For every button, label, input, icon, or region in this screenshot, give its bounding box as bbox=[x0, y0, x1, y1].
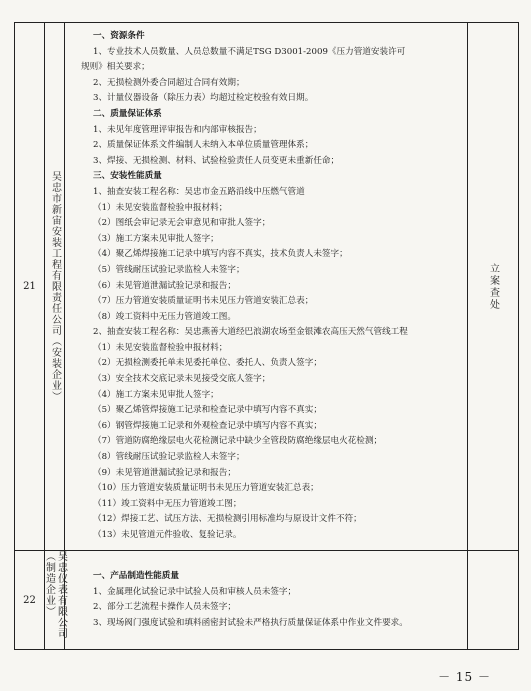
problem-item: （5）聚乙烯管焊接施工记录和检查记录中填写内容不真实； bbox=[93, 405, 322, 416]
problem-item: （1）未见安装监督检验申报材料； bbox=[93, 342, 228, 353]
problem-item: 2、质量保证体系文件编制人未纳入本单位质量管理体系； bbox=[93, 140, 314, 151]
problem-item: 规则》相关要求； bbox=[81, 62, 150, 73]
table-row bbox=[15, 23, 518, 551]
problem-item: （1）未见安装监督检验申报材料； bbox=[93, 202, 228, 213]
section-heading: 三、安装性能质量 bbox=[93, 171, 162, 182]
problem-item: 1、金属理化试验记录中试验人员和审核人员未签字； bbox=[93, 586, 297, 597]
problem-item: 3、焊接、无损检测、材料、试验检验责任人员变更未重新任命； bbox=[93, 155, 340, 166]
section-heading: 一、资源条件 bbox=[93, 31, 145, 41]
problem-item: （8）管线耐压试验记录监检人未签字； bbox=[93, 452, 245, 463]
problem-item: （4）聚乙烯焊接施工记录中填写内容不真实，技术负责人未签字； bbox=[93, 249, 348, 260]
problem-list bbox=[65, 23, 468, 550]
problem-item: 2、部分工艺流程卡操作人员未签字； bbox=[93, 602, 236, 613]
problem-item: （12）焊接工艺、试压方法、无损检测引用标准均与原设计文件不符； bbox=[93, 514, 362, 525]
problem-list bbox=[65, 551, 468, 649]
problem-item: （2）图纸会审记录无会审意见和审批人签字； bbox=[93, 218, 271, 229]
problem-item: （3）安全技术交底记录未见接受交底人签字； bbox=[93, 374, 271, 385]
problem-item: 1、专业技术人员数量、人员总数量不满足TSG D3001-2009《压力管道安装许可 bbox=[93, 46, 406, 57]
row-number: 21 bbox=[15, 23, 45, 550]
problem-item: （7）压力管道安装质量证明书未见压力管道安装汇总表； bbox=[93, 296, 314, 307]
problem-item: （4）施工方案未见审批人签字； bbox=[93, 389, 219, 400]
problem-item: （2）无损检测委托单未见委托单位、委托人、负责人签字； bbox=[93, 358, 322, 369]
problem-item: 3、现场阀门强度试验和填料函密封试验未严格执行质量保证体系中作业文件要求。 bbox=[93, 617, 408, 628]
problem-item: 1、抽查安装工程名称：吴忠市金五路沿线中压燃气管道 bbox=[93, 186, 305, 197]
problem-item: （5）管线耐压试验记录监检人未签字； bbox=[93, 264, 245, 275]
problem-item: 1、未见年度管理评审报告和内部审核报告； bbox=[93, 124, 262, 135]
problem-item: 3、计量仪器设备（除压力表）均超过检定校验有效日期。 bbox=[93, 93, 314, 104]
page-number: － 15 － bbox=[438, 670, 491, 684]
company-name: 吴忠市新宙安装工程有限责任公司（安装企业） bbox=[45, 23, 65, 550]
inspection-table bbox=[14, 22, 519, 650]
table-row bbox=[15, 551, 518, 649]
problem-item: （6）未见管道泄漏试验记录和报告； bbox=[93, 280, 236, 291]
problem-item: 2、抽查安装工程名称：吴忠燕善大道经巴浪湖农场至金银滩农高压天然气管线工程 bbox=[93, 327, 408, 338]
handling-result bbox=[468, 551, 518, 649]
problem-item: （11）竣工资料中无压力管道竣工图； bbox=[93, 498, 242, 509]
row-number: 22 bbox=[15, 551, 45, 649]
problem-item: 2、无损检测外委合同超过合同有效期； bbox=[93, 77, 245, 88]
problem-item: （7）管道防腐绝缘层电火花检测记录中缺少全管段防腐绝缘层电火花检测； bbox=[93, 436, 383, 447]
problem-item: （8）竣工资料中无压力管道竣工图。 bbox=[93, 311, 236, 322]
section-heading: 一、产品制造性能质量 bbox=[93, 571, 179, 581]
section-heading: 二、质量保证体系 bbox=[93, 108, 162, 119]
problem-item: （10）压力管道安装质量证明书未见压力管道安装汇总表； bbox=[93, 483, 319, 494]
problem-item: （9）未见管道泄漏试验记录和报告； bbox=[93, 467, 236, 478]
company-name: 吴忠仪表有限公司（制造企业） bbox=[45, 551, 65, 649]
problem-item: （6）钢管焊接施工记录和外观检查记录中填写内容不真实； bbox=[93, 420, 322, 431]
problem-item: （3）施工方案未见审批人签字； bbox=[93, 233, 219, 244]
problem-item: （13）未见管道元件验收、复验记录。 bbox=[93, 530, 242, 540]
handling-result: 立案查处 bbox=[487, 262, 499, 311]
